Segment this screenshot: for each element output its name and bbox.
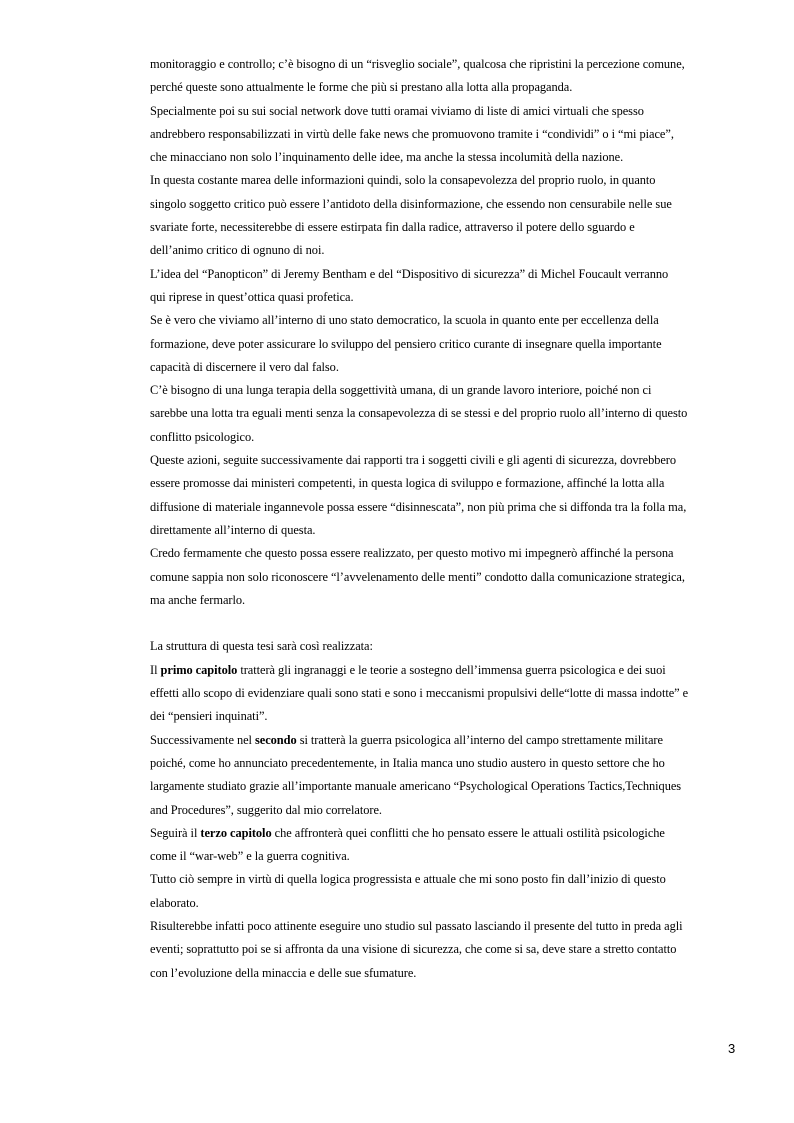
- body-line: svariate forte, necessiterebbe di essere estirpata fin dalla radice, attraverso il potere dello sguardo e: [150, 220, 635, 235]
- document-body: [150, 53, 742, 985]
- body-line: effetti allo scopo di evidenziare quali sono stati e sono i meccanismi propulsivi delle“lotte di massa indotte” e: [150, 686, 689, 701]
- paragraph-gap: [150, 612, 742, 635]
- body-line: In questa costante marea delle informazioni quindi, solo la consapevolezza del proprio ruolo, in quanto: [150, 173, 656, 188]
- para-secondo-pre: Successivamente nel: [150, 732, 255, 747]
- body-line: dell’animo critico di ognuno di noi.: [150, 243, 325, 258]
- body-line: diffusione di materiale ingannevole possa essere “disinnescata”, non più prima che si diffonda tra la folla ma,: [150, 499, 687, 514]
- body-line: largamente studiato grazie all’importante manuale americano “Psychological Operations Tactics,Techniques: [150, 779, 682, 794]
- body-line: perché queste sono attualmente le forme che più si prestano alla lotta alla propaganda.: [150, 80, 573, 95]
- body-line: eventi; soprattutto poi se si affronta da una visione di sicurezza, che come si sa, deve stare a stretto contatto: [150, 942, 677, 957]
- para-terzo-line: [150, 822, 742, 845]
- body-line: essere promosse dai ministeri competenti, in questa logica di sviluppo e formazione, affinché la lotta alla: [150, 476, 665, 491]
- body-line: dei “pensieri inquinati”.: [150, 709, 268, 724]
- body-line: singolo soggetto critico può essere l’antidoto della disinformazione, che essendo non censurabile nelle sue: [150, 196, 672, 211]
- body-line: Credo fermamente che questo possa essere realizzato, per questo motivo mi impegnerò affinché la persona: [150, 546, 674, 561]
- structure-intro: La struttura di questa tesi sarà così realizzata:: [150, 639, 373, 654]
- body-line: elaborato.: [150, 895, 199, 910]
- body-line: Queste azioni, seguite successivamente dai rapporti tra i soggetti civili e gli agenti di sicurezza, dovrebbero: [150, 453, 677, 468]
- body-line: capacità di discernere il vero dal falso.: [150, 359, 339, 374]
- para-terzo-bold: terzo capitolo: [200, 825, 272, 840]
- body-line: ma anche fermarlo.: [150, 592, 246, 607]
- para-primo-line: [150, 659, 742, 682]
- body-line: sarebbe una lotta tra eguali menti senza la consapevolezza di se stessi e del proprio ruolo all’interno di questo: [150, 406, 688, 421]
- para-secondo-line: [150, 729, 742, 752]
- body-line: con l’evoluzione della minaccia e delle sue sfumature.: [150, 965, 417, 980]
- body-line: direttamente all’interno di questa.: [150, 522, 316, 537]
- body-line: andrebbero responsabilizzati in virtù delle fake news che promuovono tramite i “condividi” o i “mi piace”,: [150, 126, 674, 141]
- para-secondo-bold: secondo: [254, 732, 297, 747]
- body-line: C’è bisogno di una lunga terapia della soggettività umana, di un grande lavoro interiore, poiché non ci: [150, 383, 652, 398]
- body-line: monitoraggio e controllo; c’è bisogno di un “risveglio sociale”, qualcosa che ripristini la percezione comune,: [150, 57, 685, 71]
- body-line: che minacciano non solo l’inquinamento delle idee, ma anche la stessa incolumità della nazione.: [150, 150, 624, 165]
- body-line: Risulterebbe infatti poco attinente eseguire uno studio sul passato lasciando il presente del tutto in preda agli: [150, 918, 683, 933]
- body-line: Specialmente poi su sui social network dove tutti oramai viviamo di liste di amici virtuali che spesso: [150, 103, 644, 118]
- body-line: Tutto ciò sempre in virtù di quella logica progressista e attuale che mi sono posto fin dall’inizio di questo: [150, 872, 666, 887]
- body-line: qui riprese in quest’ottica quasi profetica.: [150, 289, 354, 304]
- body-line: poiché, come ho annunciato precedentemente, in Italia manca uno studio austero in questo settore che ho: [150, 755, 665, 770]
- body-line: Se è vero che viviamo all’interno di uno stato democratico, la scuola in quanto ente per eccellenza della: [150, 313, 659, 328]
- para-primo-bold: primo capitolo: [160, 662, 238, 677]
- body-line: conflitto psicologico.: [150, 429, 255, 444]
- para-terzo-post: che affronterà quei conflitti che ho pensato essere le attuali ostilità psicologiche: [271, 825, 665, 840]
- body-line: formazione, deve poter assicurare lo sviluppo del pensiero critico curante di insegnare quella importante: [150, 336, 662, 351]
- para-primo-pre: Il: [150, 662, 161, 677]
- body-line: come il “war-web” e la guerra cognitiva.: [150, 849, 350, 864]
- page-number: 3: [728, 1041, 736, 1056]
- para-primo-post: tratterà gli ingranaggi e le teorie a sostegno dell’immensa guerra psicologica e dei suoi: [237, 662, 666, 677]
- para-terzo-pre: Seguirà il: [150, 825, 201, 840]
- para-secondo-post: si tratterà la guerra psicologica all’interno del campo strettamente militare: [296, 732, 663, 747]
- body-line: comune sappia non solo riconoscere “l’avvelenamento delle menti” condotto dalla comunicazione strategica,: [150, 569, 685, 584]
- body-line: and Procedures”, suggerito dal mio correlatore.: [150, 802, 382, 817]
- body-line: L’idea del “Panopticon” di Jeremy Bentham e del “Dispositivo di sicurezza” di Michel Foucault verranno: [150, 266, 669, 281]
